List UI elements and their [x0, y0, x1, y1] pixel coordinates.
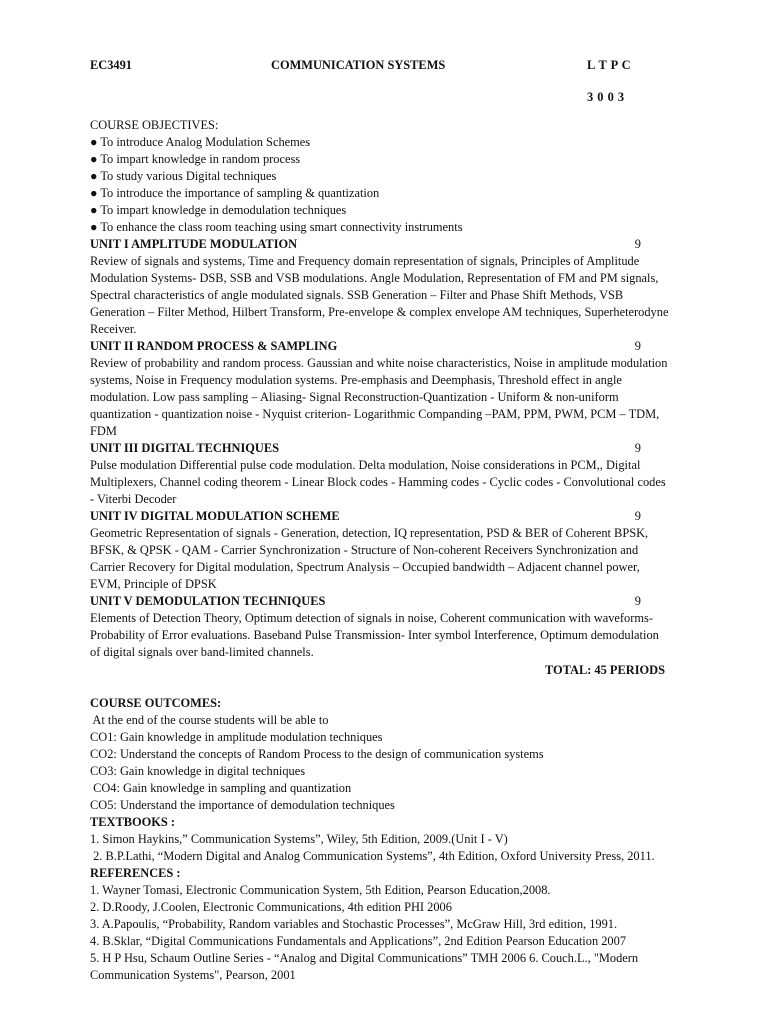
unit-text-line: BFSK, & QPSK - QAM - Carrier Synchronization - Structure of Non-coherent Receivers Synchronization and: [90, 543, 639, 557]
unit-text-line: Modulation Systems- DSB, SSB and VSB modulations. Angle Modulation, Representation of FM and PM signals,: [90, 271, 659, 285]
unit-title: UNIT III DIGITAL TECHNIQUES: [90, 441, 280, 455]
unit-hours: 9: [634, 594, 641, 608]
unit-hours: 9: [634, 237, 641, 251]
total-periods: TOTAL: 45 PERIODS: [544, 663, 665, 677]
reference-item: 5. H P Hsu, Schaum Outline Series - “Analog and Digital Communications” TMH 2006 6. Couch.L., "Modern: [90, 951, 639, 965]
outcomes-intro: At the end of the course students will be able to: [90, 713, 329, 727]
textbook-item: 1. Simon Haykins,” Communication Systems”, Wiley, 5th Edition, 2009.(Unit I - V): [90, 832, 508, 846]
reference-item: 2. D.Roody, J.Coolen, Electronic Communications, 4th edition PHI 2006: [90, 900, 452, 914]
course-title: COMMUNICATION SYSTEMS: [271, 58, 446, 72]
document-body: [90, 117, 680, 984]
objective-item: ● To introduce the importance of sampling & quantization: [90, 186, 380, 200]
unit-3-heading: [90, 440, 680, 457]
unit-text-line: Probability of Error evaluations. Baseband Pulse Transmission- Inter symbol Interference, Optimum demodulation: [90, 628, 659, 642]
unit-text-line: EVM, Principle of DPSK: [90, 577, 217, 591]
unit-2-heading: [90, 338, 680, 355]
unit-text-line: Carrier Recovery for Digital modulation, Spectrum Analysis – Occupied bandwidth – Adjacent channel power,: [90, 560, 640, 574]
section-spacer: [90, 679, 680, 695]
unit-text-line: Review of signals and systems, Time and Frequency domain representation of signals, Principles of Amplitude: [90, 254, 640, 268]
unit-text-line: Generation – Filter Method, Hilbert Transform, Pre-envelope & complex envelope AM techniques, Superheterodyne: [90, 305, 669, 319]
ltpc-label: L T P C: [587, 58, 631, 72]
unit-text-line: Multiplexers, Channel coding theorem - Linear Block codes - Hamming codes - Cyclic codes - Convolutional codes: [90, 475, 666, 489]
outcome-item: CO5: Understand the importance of demodulation techniques: [90, 798, 395, 812]
unit-text-line: FDM: [90, 424, 117, 438]
ltpc-values: 3 0 0 3: [587, 90, 625, 104]
unit-text-line: Elements of Detection Theory, Optimum detection of signals in noise, Coherent communication with waveforms-: [90, 611, 653, 625]
unit-4-heading: [90, 508, 680, 525]
outcome-item: CO3: Gain knowledge in digital techniques: [90, 764, 306, 778]
unit-hours: 9: [634, 339, 641, 353]
unit-title: UNIT II RANDOM PROCESS & SAMPLING: [90, 339, 338, 353]
unit-text-line: systems, Noise in Frequency modulation systems. Pre-emphasis and Deemphasis, Threshold effect in angle: [90, 373, 622, 387]
unit-1-heading: [90, 236, 680, 253]
unit-text-line: Geometric Representation of signals - Generation, detection, IQ representation, PSD & BER of Coherent BPSK,: [90, 526, 649, 540]
unit-text-line: - Viterbi Decoder: [90, 492, 177, 506]
unit-text-line: modulation. Low pass sampling – Aliasing- Signal Reconstruction-Quantization - Uniform & non-uniform: [90, 390, 619, 404]
unit-title: UNIT IV DIGITAL MODULATION SCHEME: [90, 509, 340, 523]
objective-item: ● To impart knowledge in demodulation techniques: [90, 203, 347, 217]
unit-hours: 9: [634, 509, 641, 523]
outcome-item: CO2: Understand the concepts of Random Process to the design of communication systems: [90, 747, 544, 761]
objective-item: ● To impart knowledge in random process: [90, 152, 301, 166]
reference-item: 1. Wayner Tomasi, Electronic Communication System, 5th Edition, Pearson Education,2008.: [90, 883, 551, 897]
unit-text-line: Receiver.: [90, 322, 137, 336]
unit-title: UNIT I AMPLITUDE MODULATION: [90, 237, 298, 251]
unit-text-line: quantization - quantization noise - Nyquist criterion- Logarithmic Companding –PAM, PPM, PWM, PCM – TDM,: [90, 407, 660, 421]
reference-item: 4. B.Sklar, “Digital Communications Fundamentals and Applications”, 2nd Edition Pearson Education 2007: [90, 934, 627, 948]
objectives-heading: COURSE OBJECTIVES:: [90, 118, 219, 132]
unit-text-line: Review of probability and random process. Gaussian and white noise characteristics, Noise in amplitude modulation: [90, 356, 668, 370]
reference-item: Communication Systems", Pearson, 2001: [90, 968, 296, 982]
unit-text-line: Pulse modulation Differential pulse code modulation. Delta modulation, Noise considerations in PCM,, Digital: [90, 458, 641, 472]
objective-item: ● To study various Digital techniques: [90, 169, 277, 183]
unit-text-line: Spectral characteristics of angle modulated signals. SSB Generation – Filter and Phase Shift Methods, VSB: [90, 288, 624, 302]
objective-item: ● To enhance the class room teaching using smart connectivity instruments: [90, 220, 463, 234]
unit-hours: 9: [634, 441, 641, 455]
outcome-item: CO1: Gain knowledge in amplitude modulation techniques: [90, 730, 383, 744]
textbooks-heading: TEXTBOOKS :: [90, 815, 176, 829]
unit-text-line: of digital signals over band-limited channels.: [90, 645, 314, 659]
outcomes-heading: COURSE OUTCOMES:: [90, 696, 222, 710]
textbook-item: 2. B.P.Lathi, “Modern Digital and Analog Communication Systems”, 4th Edition, Oxford University Press, 2011.: [90, 849, 655, 863]
outcome-item: CO4: Gain knowledge in sampling and quantization: [90, 781, 352, 795]
objective-item: ● To introduce Analog Modulation Schemes: [90, 135, 311, 149]
references-heading: REFERENCES :: [90, 866, 181, 880]
reference-item: 3. A.Papoulis, “Probability, Random variables and Stochastic Processes”, McGraw Hill, 3rd edition, 1991.: [90, 917, 618, 931]
unit-5-heading: [90, 593, 680, 610]
unit-title: UNIT V DEMODULATION TECHNIQUES: [90, 594, 326, 608]
course-code: EC3491: [90, 58, 132, 72]
